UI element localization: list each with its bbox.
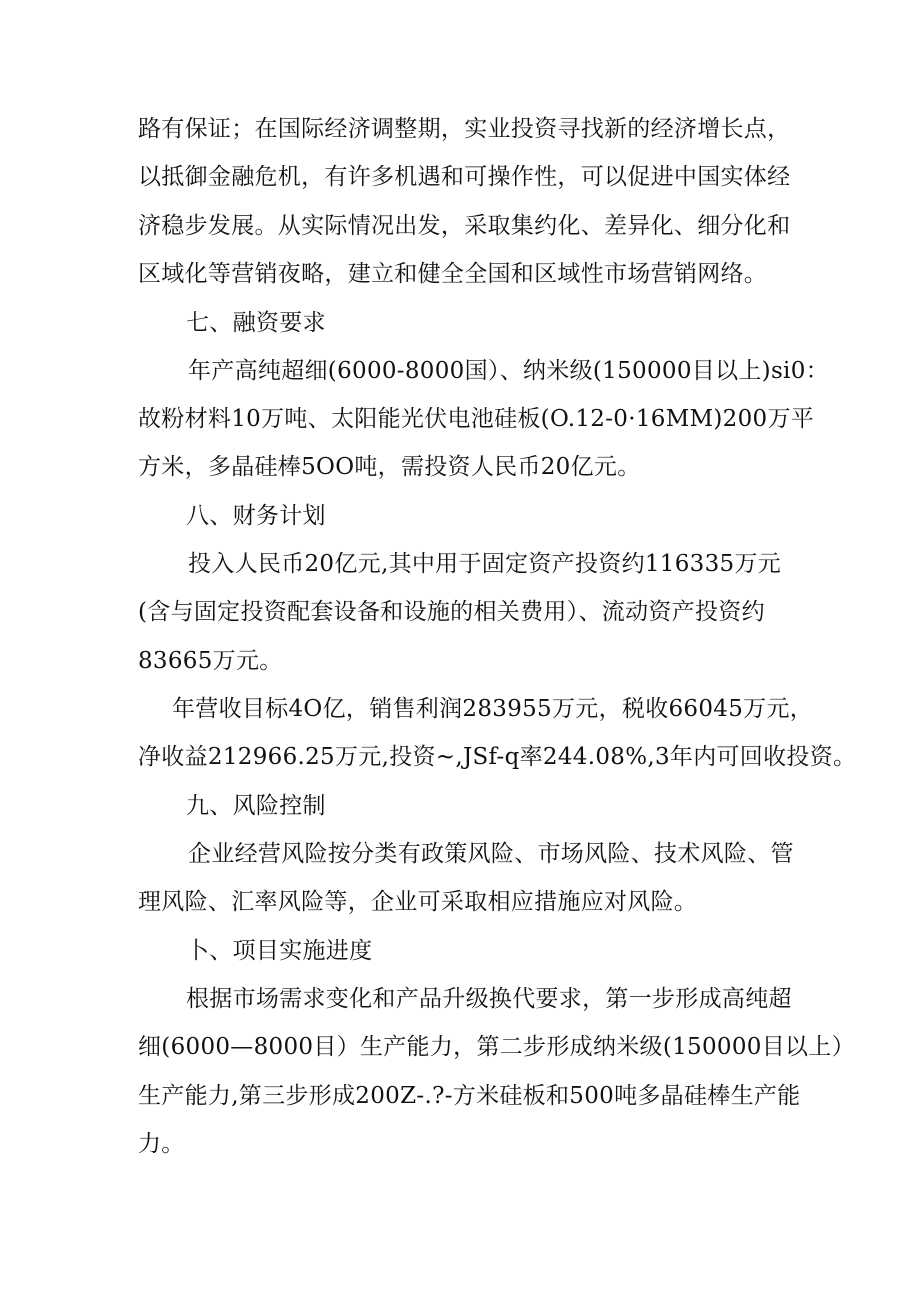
- paragraph-line: 济稳步发展。从实际情况出发，采取集约化、差异化、细分化和: [138, 213, 791, 239]
- section-heading-financing: 七、融资要求: [186, 310, 326, 336]
- paragraph-line: 以抵御金融危机，有许多机遇和可操作性，可以促进中国实体经: [138, 164, 791, 190]
- paragraph-line: 生产能力,第三步形成200Z-.?-方米硅板和500吨多晶硅棒生产能: [138, 1083, 801, 1109]
- section-heading-implementation: 卜、项目实施进度: [186, 938, 373, 964]
- paragraph-line: (含与固定投资配套设备和设施的相关费用）、流动资产投资约: [138, 599, 765, 625]
- section-heading-financial-plan: 八、财务计划: [186, 503, 326, 529]
- paragraph-line: 83665万元。: [138, 648, 283, 674]
- section-heading-risk-control: 九、风险控制: [186, 793, 326, 819]
- paragraph-line: 理风险、汇率风险等，企业可采取相应措施应对风险。: [138, 889, 698, 915]
- paragraph-line: 区域化等营销夜略，建立和健全全国和区域性市场营销网络。: [138, 261, 768, 287]
- paragraph-line: 细(6000—8000目）生产能力，第二步形成纳米级(150000目以上）: [138, 1034, 855, 1060]
- paragraph-line: 路有保证；在国际经济调整期，实业投资寻找新的经济增长点，: [138, 116, 791, 142]
- paragraph-line: 年营收目标4O亿，销售利润283955万元，税收66045万元，: [172, 696, 814, 722]
- paragraph-line: 故粉材料10万吨、太阳能光伏电池硅板(O.12-0·16MM)200万平: [138, 406, 815, 432]
- paragraph-line: 企业经营风险按分类有政策风险、市场风险、技术风险、管: [188, 841, 794, 867]
- paragraph-line: 方米，多晶硅棒5OO吨，需投资人民币20亿元。: [138, 454, 641, 480]
- paragraph-line: 投入人民币20亿元,其中用于固定资产投资约116335万元: [188, 551, 782, 577]
- paragraph-line: 净收益212966.25万元,投资~,JSf-q率244.08%,3年内可回收投资。: [138, 744, 857, 770]
- paragraph-line: 根据市场需求变化和产品升级换代要求，第一步形成高纯超: [186, 986, 792, 1012]
- paragraph-line: 力。: [138, 1131, 185, 1157]
- paragraph-line: 年产高纯超细(6000-8000国）、纳米级(150000目以上)si0：: [188, 358, 829, 384]
